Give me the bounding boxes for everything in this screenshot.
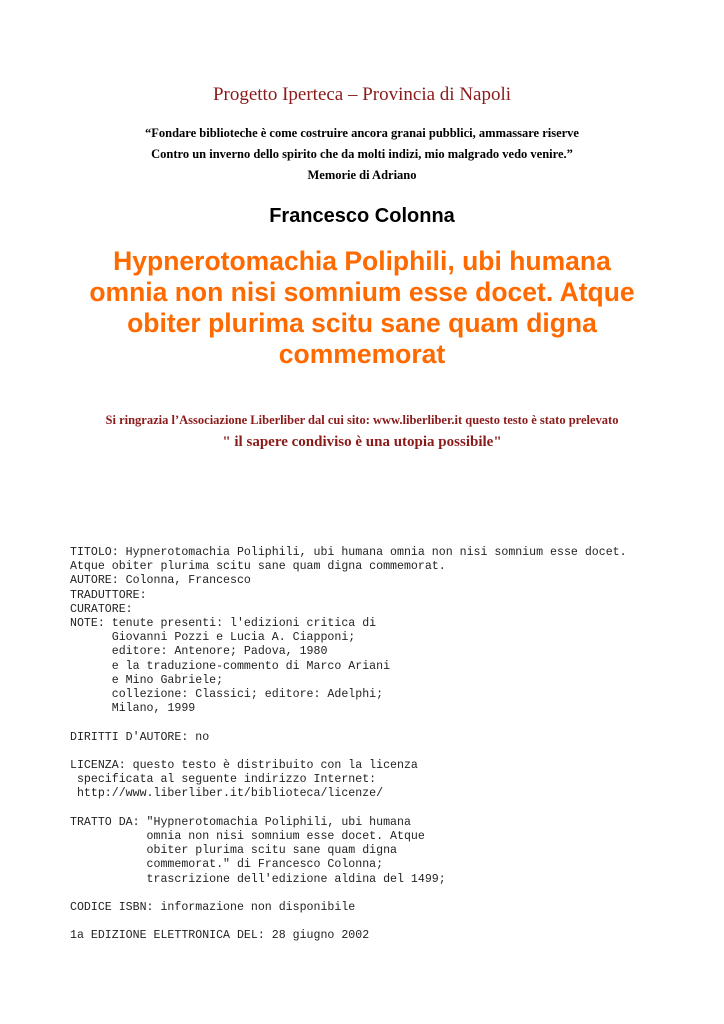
quote-line-1: “Fondare biblioteche è come costruire ancora granai pubblici, ammassare riserve [145, 126, 579, 140]
metadata-line: NOTE: tenute presenti: l'edizioni critica di [70, 617, 377, 631]
metadata-line: collezione: Classici; editore: Adelphi; [70, 688, 384, 702]
metadata-line: TITOLO: Hypnerotomachia Poliphili, ubi humana omnia non nisi somnium esse docet. [70, 546, 627, 559]
book-title [62, 246, 662, 370]
metadata-line: DIRITTI D'AUTORE: no [70, 730, 210, 744]
book-title-line-4: commemorat [278, 339, 446, 369]
metadata-line: Giovanni Pozzi e Lucia A. Ciapponi; [70, 631, 356, 645]
metadata-line: CODICE ISBN: informazione non disponibile [70, 901, 356, 915]
metadata-line: TRATTO DA: "Hypnerotomachia Poliphili, ubi humana [70, 815, 411, 829]
metadata-line: LICENZA: questo testo è distribuito con la licenza [70, 759, 418, 773]
book-title-line-1: Hypnerotomachia Poliphili, ubi humana [113, 246, 611, 276]
credits-motto: " il sapere condiviso è una utopia possibile" [222, 434, 502, 450]
book-title-line-3: obiter plurima scitu sane quam digna [127, 308, 597, 338]
metadata-line: http://www.liberliber.it/biblioteca/licenze/ [70, 787, 384, 801]
epigraph-quote [0, 123, 724, 186]
metadata-line: editore: Antenore; Padova, 1980 [70, 645, 328, 659]
book-author: Francesco Colonna [269, 205, 455, 227]
metadata-line: specificata al seguente indirizzo Internet: [70, 773, 377, 787]
quote-source: Memorie di Adriano [307, 168, 417, 182]
metadata-line: commemorat." di Francesco Colonna; [70, 858, 384, 872]
metadata-line: e la traduzione-commento di Marco Ariani [70, 659, 391, 673]
metadata-line: trascrizione dell'edizione aldina del 1499; [70, 872, 446, 886]
metadata-line: e Mino Gabriele; [70, 673, 224, 687]
metadata-line: TRADUTTORE: [70, 588, 147, 602]
metadata-line: Atque obiter plurima scitu sane quam digna commemorat. [70, 560, 446, 574]
metadata-line: obiter plurima scitu sane quam digna [70, 844, 397, 858]
metadata-line: AUTORE: Colonna, Francesco [70, 574, 251, 588]
credits-thanks: Si ringrazia l’Associazione Liberliber dal cui sito: www.liberliber.it questo testo è stato prelevato [105, 413, 619, 427]
metadata-line: omnia non nisi somnium esse docet. Atque [70, 830, 425, 844]
metadata-line: Milano, 1999 [70, 702, 196, 716]
metadata-line: CURATORE: [70, 602, 133, 616]
metadata-block [70, 546, 627, 944]
quote-line-2: Contro un inverno dello spirito che da molti indizi, mio malgrado vedo venire.” [151, 147, 573, 161]
book-title-line-2: omnia non nisi somnium esse docet. Atque [89, 277, 635, 307]
metadata-line: 1a EDIZIONE ELETTRONICA DEL: 28 giugno 2002 [70, 929, 370, 943]
project-title: Progetto Iperteca – Provincia di Napoli [212, 84, 512, 105]
